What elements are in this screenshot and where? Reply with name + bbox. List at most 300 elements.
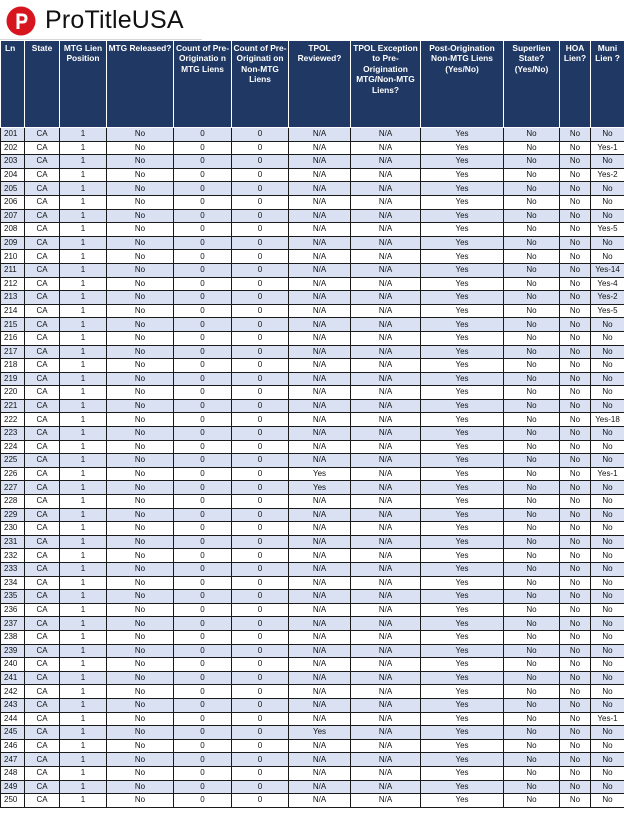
cell-post-origination-non-mtg: Yes (421, 766, 504, 780)
cell-mtg-lien-position: 1 (60, 440, 107, 454)
cell-hoa-lien: No (560, 195, 591, 209)
cell-tpol-reviewed: N/A (289, 454, 351, 468)
cell-state: CA (25, 223, 60, 237)
brand-name: ProTitleUSA (45, 6, 184, 34)
cell-mtg-lien-position: 1 (60, 386, 107, 400)
cell-tpol-exception: N/A (351, 658, 421, 672)
cell-post-origination-non-mtg: Yes (421, 603, 504, 617)
cell-pre-origination-non-mtg-count: 0 (232, 766, 289, 780)
cell-mtg-lien-position: 1 (60, 128, 107, 142)
cell-tpol-exception: N/A (351, 236, 421, 250)
cell-pre-origination-non-mtg-count: 0 (232, 399, 289, 413)
cell-tpol-exception: N/A (351, 726, 421, 740)
cell-pre-origination-non-mtg-count: 0 (232, 223, 289, 237)
cell-muni-lien: Yes-1 (591, 467, 624, 481)
cell-ln: 226 (1, 467, 25, 481)
cell-muni-lien: No (591, 794, 624, 808)
cell-pre-origination-mtg-count: 0 (174, 318, 232, 332)
cell-hoa-lien: No (560, 644, 591, 658)
cell-muni-lien: No (591, 250, 624, 264)
cell-tpol-exception: N/A (351, 603, 421, 617)
cell-ln: 230 (1, 522, 25, 536)
cell-ln: 210 (1, 250, 25, 264)
cell-state: CA (25, 318, 60, 332)
cell-tpol-exception: N/A (351, 182, 421, 196)
cell-tpol-reviewed: N/A (289, 685, 351, 699)
cell-muni-lien: No (591, 698, 624, 712)
cell-hoa-lien: No (560, 345, 591, 359)
cell-state: CA (25, 155, 60, 169)
cell-mtg-lien-position: 1 (60, 331, 107, 345)
cell-tpol-reviewed: N/A (289, 399, 351, 413)
cell-ln: 231 (1, 535, 25, 549)
cell-state: CA (25, 671, 60, 685)
cell-post-origination-non-mtg: Yes (421, 440, 504, 454)
cell-hoa-lien: No (560, 576, 591, 590)
table-row (1, 753, 624, 767)
cell-state: CA (25, 780, 60, 794)
table-row (1, 331, 624, 345)
cell-pre-origination-mtg-count: 0 (174, 698, 232, 712)
cell-post-origination-non-mtg: Yes (421, 467, 504, 481)
cell-pre-origination-mtg-count: 0 (174, 399, 232, 413)
cell-tpol-reviewed: N/A (289, 495, 351, 509)
cell-ln: 221 (1, 399, 25, 413)
cell-ln: 213 (1, 291, 25, 305)
cell-tpol-reviewed: N/A (289, 413, 351, 427)
cell-hoa-lien: No (560, 563, 591, 577)
cell-tpol-exception: N/A (351, 780, 421, 794)
cell-state: CA (25, 698, 60, 712)
cell-hoa-lien: No (560, 658, 591, 672)
cell-hoa-lien: No (560, 223, 591, 237)
cell-pre-origination-mtg-count: 0 (174, 726, 232, 740)
cell-hoa-lien: No (560, 712, 591, 726)
cell-post-origination-non-mtg: Yes (421, 508, 504, 522)
cell-hoa-lien: No (560, 141, 591, 155)
cell-pre-origination-mtg-count: 0 (174, 712, 232, 726)
cell-muni-lien: Yes-1 (591, 141, 624, 155)
table-row (1, 155, 624, 169)
cell-post-origination-non-mtg: Yes (421, 658, 504, 672)
cell-muni-lien: No (591, 780, 624, 794)
cell-state: CA (25, 236, 60, 250)
cell-superlien-state: No (504, 508, 560, 522)
cell-tpol-exception: N/A (351, 467, 421, 481)
cell-muni-lien: No (591, 671, 624, 685)
cell-pre-origination-non-mtg-count: 0 (232, 304, 289, 318)
cell-mtg-lien-position: 1 (60, 685, 107, 699)
cell-tpol-reviewed: N/A (289, 277, 351, 291)
cell-mtg-released: No (107, 454, 174, 468)
cell-pre-origination-mtg-count: 0 (174, 658, 232, 672)
cell-tpol-exception: N/A (351, 263, 421, 277)
cell-mtg-lien-position: 1 (60, 549, 107, 563)
cell-tpol-reviewed: N/A (289, 427, 351, 441)
table-row (1, 495, 624, 509)
cell-tpol-reviewed: N/A (289, 522, 351, 536)
cell-superlien-state: No (504, 549, 560, 563)
table-row (1, 427, 624, 441)
cell-ln: 242 (1, 685, 25, 699)
table-row (1, 590, 624, 604)
cell-tpol-exception: N/A (351, 195, 421, 209)
cell-superlien-state: No (504, 168, 560, 182)
cell-pre-origination-mtg-count: 0 (174, 590, 232, 604)
cell-tpol-reviewed: N/A (289, 644, 351, 658)
cell-mtg-released: No (107, 141, 174, 155)
header-post-origination-non-mtg-liens: Post-Origination Non-MTG Liens (Yes/No) (421, 41, 504, 128)
cell-superlien-state: No (504, 291, 560, 305)
cell-ln: 245 (1, 726, 25, 740)
lien-review-table (0, 40, 624, 808)
cell-mtg-released: No (107, 753, 174, 767)
cell-tpol-reviewed: N/A (289, 603, 351, 617)
table-row (1, 345, 624, 359)
cell-superlien-state: No (504, 467, 560, 481)
cell-mtg-lien-position: 1 (60, 291, 107, 305)
protitle-mark-icon (6, 6, 36, 36)
cell-pre-origination-non-mtg-count: 0 (232, 359, 289, 373)
cell-mtg-lien-position: 1 (60, 467, 107, 481)
header-tpol-exception: TPOL Exception to Pre-Origination MTG/Non-MTG Liens? (351, 41, 421, 128)
cell-mtg-released: No (107, 195, 174, 209)
cell-superlien-state: No (504, 685, 560, 699)
cell-tpol-exception: N/A (351, 535, 421, 549)
cell-pre-origination-non-mtg-count: 0 (232, 563, 289, 577)
cell-tpol-exception: N/A (351, 739, 421, 753)
cell-ln: 218 (1, 359, 25, 373)
cell-hoa-lien: No (560, 549, 591, 563)
cell-tpol-reviewed: N/A (289, 617, 351, 631)
cell-mtg-released: No (107, 318, 174, 332)
cell-state: CA (25, 250, 60, 264)
cell-tpol-reviewed: N/A (289, 671, 351, 685)
cell-mtg-lien-position: 1 (60, 726, 107, 740)
cell-pre-origination-non-mtg-count: 0 (232, 630, 289, 644)
cell-post-origination-non-mtg: Yes (421, 399, 504, 413)
cell-muni-lien: No (591, 386, 624, 400)
cell-tpol-exception: N/A (351, 128, 421, 142)
cell-hoa-lien: No (560, 780, 591, 794)
cell-superlien-state: No (504, 590, 560, 604)
cell-hoa-lien: No (560, 726, 591, 740)
cell-hoa-lien: No (560, 359, 591, 373)
cell-pre-origination-non-mtg-count: 0 (232, 209, 289, 223)
cell-post-origination-non-mtg: Yes (421, 209, 504, 223)
cell-pre-origination-non-mtg-count: 0 (232, 386, 289, 400)
cell-pre-origination-mtg-count: 0 (174, 427, 232, 441)
cell-tpol-reviewed: N/A (289, 195, 351, 209)
cell-ln: 219 (1, 372, 25, 386)
cell-tpol-exception: N/A (351, 209, 421, 223)
cell-ln: 216 (1, 331, 25, 345)
cell-mtg-released: No (107, 182, 174, 196)
cell-post-origination-non-mtg: Yes (421, 563, 504, 577)
cell-tpol-reviewed: N/A (289, 304, 351, 318)
cell-post-origination-non-mtg: Yes (421, 413, 504, 427)
cell-pre-origination-non-mtg-count: 0 (232, 712, 289, 726)
cell-pre-origination-mtg-count: 0 (174, 753, 232, 767)
cell-muni-lien: No (591, 440, 624, 454)
cell-state: CA (25, 644, 60, 658)
table-row (1, 535, 624, 549)
cell-tpol-exception: N/A (351, 331, 421, 345)
cell-pre-origination-mtg-count: 0 (174, 413, 232, 427)
cell-ln: 222 (1, 413, 25, 427)
cell-state: CA (25, 345, 60, 359)
cell-ln: 248 (1, 766, 25, 780)
cell-tpol-reviewed: N/A (289, 345, 351, 359)
cell-state: CA (25, 263, 60, 277)
cell-tpol-exception: N/A (351, 399, 421, 413)
cell-pre-origination-mtg-count: 0 (174, 291, 232, 305)
cell-post-origination-non-mtg: Yes (421, 372, 504, 386)
cell-mtg-lien-position: 1 (60, 399, 107, 413)
cell-mtg-released: No (107, 399, 174, 413)
cell-ln: 232 (1, 549, 25, 563)
cell-hoa-lien: No (560, 168, 591, 182)
cell-tpol-exception: N/A (351, 644, 421, 658)
cell-tpol-reviewed: N/A (289, 331, 351, 345)
cell-mtg-released: No (107, 209, 174, 223)
cell-ln: 241 (1, 671, 25, 685)
cell-tpol-exception: N/A (351, 617, 421, 631)
cell-state: CA (25, 563, 60, 577)
cell-mtg-lien-position: 1 (60, 168, 107, 182)
cell-pre-origination-mtg-count: 0 (174, 454, 232, 468)
cell-pre-origination-non-mtg-count: 0 (232, 644, 289, 658)
cell-hoa-lien: No (560, 698, 591, 712)
cell-superlien-state: No (504, 780, 560, 794)
cell-mtg-released: No (107, 345, 174, 359)
cell-superlien-state: No (504, 739, 560, 753)
cell-ln: 240 (1, 658, 25, 672)
cell-mtg-lien-position: 1 (60, 250, 107, 264)
cell-mtg-released: No (107, 223, 174, 237)
cell-superlien-state: No (504, 671, 560, 685)
cell-tpol-exception: N/A (351, 698, 421, 712)
cell-superlien-state: No (504, 698, 560, 712)
cell-pre-origination-non-mtg-count: 0 (232, 182, 289, 196)
cell-pre-origination-non-mtg-count: 0 (232, 698, 289, 712)
cell-ln: 243 (1, 698, 25, 712)
cell-ln: 233 (1, 563, 25, 577)
cell-hoa-lien: No (560, 386, 591, 400)
cell-state: CA (25, 685, 60, 699)
cell-mtg-released: No (107, 685, 174, 699)
cell-tpol-exception: N/A (351, 250, 421, 264)
table-row (1, 128, 624, 142)
cell-state: CA (25, 413, 60, 427)
cell-state: CA (25, 481, 60, 495)
cell-superlien-state: No (504, 794, 560, 808)
cell-mtg-lien-position: 1 (60, 698, 107, 712)
cell-tpol-reviewed: N/A (289, 250, 351, 264)
table-row (1, 671, 624, 685)
cell-pre-origination-mtg-count: 0 (174, 617, 232, 631)
cell-tpol-reviewed: N/A (289, 291, 351, 305)
cell-muni-lien: No (591, 549, 624, 563)
cell-mtg-released: No (107, 726, 174, 740)
table-row (1, 685, 624, 699)
cell-tpol-exception: N/A (351, 291, 421, 305)
cell-state: CA (25, 454, 60, 468)
cell-pre-origination-non-mtg-count: 0 (232, 590, 289, 604)
cell-muni-lien: Yes-5 (591, 304, 624, 318)
cell-ln: 211 (1, 263, 25, 277)
cell-tpol-reviewed: N/A (289, 236, 351, 250)
cell-ln: 217 (1, 345, 25, 359)
cell-superlien-state: No (504, 141, 560, 155)
cell-post-origination-non-mtg: Yes (421, 155, 504, 169)
cell-hoa-lien: No (560, 182, 591, 196)
header-state: State (25, 41, 60, 128)
table-row (1, 182, 624, 196)
cell-pre-origination-mtg-count: 0 (174, 386, 232, 400)
cell-state: CA (25, 712, 60, 726)
cell-ln: 204 (1, 168, 25, 182)
cell-muni-lien: No (591, 454, 624, 468)
cell-mtg-lien-position: 1 (60, 766, 107, 780)
cell-tpol-exception: N/A (351, 155, 421, 169)
cell-ln: 229 (1, 508, 25, 522)
cell-tpol-reviewed: N/A (289, 753, 351, 767)
cell-muni-lien: No (591, 685, 624, 699)
cell-ln: 237 (1, 617, 25, 631)
cell-pre-origination-non-mtg-count: 0 (232, 331, 289, 345)
cell-pre-origination-non-mtg-count: 0 (232, 576, 289, 590)
cell-muni-lien: No (591, 331, 624, 345)
header-hoa-lien: HOA Lien? (560, 41, 591, 128)
cell-mtg-lien-position: 1 (60, 223, 107, 237)
cell-muni-lien: No (591, 522, 624, 536)
cell-tpol-reviewed: N/A (289, 698, 351, 712)
cell-state: CA (25, 291, 60, 305)
cell-post-origination-non-mtg: Yes (421, 141, 504, 155)
cell-mtg-lien-position: 1 (60, 753, 107, 767)
cell-post-origination-non-mtg: Yes (421, 753, 504, 767)
cell-pre-origination-mtg-count: 0 (174, 195, 232, 209)
cell-hoa-lien: No (560, 427, 591, 441)
cell-tpol-exception: N/A (351, 766, 421, 780)
cell-superlien-state: No (504, 195, 560, 209)
cell-muni-lien: No (591, 617, 624, 631)
cell-tpol-reviewed: N/A (289, 372, 351, 386)
cell-pre-origination-mtg-count: 0 (174, 168, 232, 182)
cell-mtg-lien-position: 1 (60, 508, 107, 522)
cell-hoa-lien: No (560, 535, 591, 549)
cell-mtg-lien-position: 1 (60, 712, 107, 726)
cell-post-origination-non-mtg: Yes (421, 739, 504, 753)
cell-pre-origination-non-mtg-count: 0 (232, 671, 289, 685)
cell-ln: 239 (1, 644, 25, 658)
cell-state: CA (25, 508, 60, 522)
table-row (1, 658, 624, 672)
cell-pre-origination-mtg-count: 0 (174, 685, 232, 699)
header-tpol-reviewed: TPOL Reviewed? (289, 41, 351, 128)
cell-pre-origination-mtg-count: 0 (174, 630, 232, 644)
cell-tpol-reviewed: N/A (289, 155, 351, 169)
cell-state: CA (25, 427, 60, 441)
table-row (1, 481, 624, 495)
cell-ln: 247 (1, 753, 25, 767)
cell-hoa-lien: No (560, 291, 591, 305)
cell-tpol-reviewed: N/A (289, 549, 351, 563)
cell-mtg-lien-position: 1 (60, 658, 107, 672)
cell-pre-origination-non-mtg-count: 0 (232, 481, 289, 495)
cell-pre-origination-mtg-count: 0 (174, 780, 232, 794)
cell-muni-lien: Yes-14 (591, 263, 624, 277)
cell-pre-origination-non-mtg-count: 0 (232, 522, 289, 536)
table-row (1, 766, 624, 780)
cell-tpol-reviewed: N/A (289, 128, 351, 142)
cell-pre-origination-non-mtg-count: 0 (232, 726, 289, 740)
cell-state: CA (25, 495, 60, 509)
cell-superlien-state: No (504, 182, 560, 196)
cell-superlien-state: No (504, 481, 560, 495)
cell-tpol-reviewed: N/A (289, 508, 351, 522)
cell-mtg-released: No (107, 522, 174, 536)
cell-state: CA (25, 630, 60, 644)
cell-ln: 236 (1, 603, 25, 617)
cell-tpol-exception: N/A (351, 304, 421, 318)
cell-pre-origination-non-mtg-count: 0 (232, 168, 289, 182)
cell-superlien-state: No (504, 726, 560, 740)
cell-state: CA (25, 168, 60, 182)
cell-tpol-exception: N/A (351, 481, 421, 495)
cell-mtg-released: No (107, 277, 174, 291)
cell-post-origination-non-mtg: Yes (421, 495, 504, 509)
cell-pre-origination-mtg-count: 0 (174, 359, 232, 373)
cell-pre-origination-non-mtg-count: 0 (232, 440, 289, 454)
cell-mtg-lien-position: 1 (60, 345, 107, 359)
cell-mtg-released: No (107, 508, 174, 522)
cell-muni-lien: Yes-5 (591, 223, 624, 237)
cell-state: CA (25, 372, 60, 386)
cell-superlien-state: No (504, 522, 560, 536)
cell-tpol-exception: N/A (351, 563, 421, 577)
cell-superlien-state: No (504, 658, 560, 672)
cell-hoa-lien: No (560, 794, 591, 808)
cell-state: CA (25, 277, 60, 291)
cell-mtg-lien-position: 1 (60, 155, 107, 169)
cell-tpol-exception: N/A (351, 168, 421, 182)
cell-mtg-lien-position: 1 (60, 141, 107, 155)
cell-tpol-reviewed: N/A (289, 563, 351, 577)
cell-post-origination-non-mtg: Yes (421, 250, 504, 264)
cell-state: CA (25, 304, 60, 318)
cell-hoa-lien: No (560, 481, 591, 495)
cell-superlien-state: No (504, 345, 560, 359)
cell-post-origination-non-mtg: Yes (421, 304, 504, 318)
cell-post-origination-non-mtg: Yes (421, 277, 504, 291)
cell-state: CA (25, 467, 60, 481)
table-row (1, 780, 624, 794)
cell-muni-lien: No (591, 427, 624, 441)
cell-hoa-lien: No (560, 236, 591, 250)
table-row (1, 236, 624, 250)
cell-pre-origination-mtg-count: 0 (174, 739, 232, 753)
cell-tpol-exception: N/A (351, 413, 421, 427)
cell-mtg-released: No (107, 236, 174, 250)
cell-mtg-lien-position: 1 (60, 304, 107, 318)
cell-tpol-reviewed: N/A (289, 386, 351, 400)
cell-superlien-state: No (504, 576, 560, 590)
cell-ln: 246 (1, 739, 25, 753)
cell-post-origination-non-mtg: Yes (421, 236, 504, 250)
cell-mtg-released: No (107, 250, 174, 264)
